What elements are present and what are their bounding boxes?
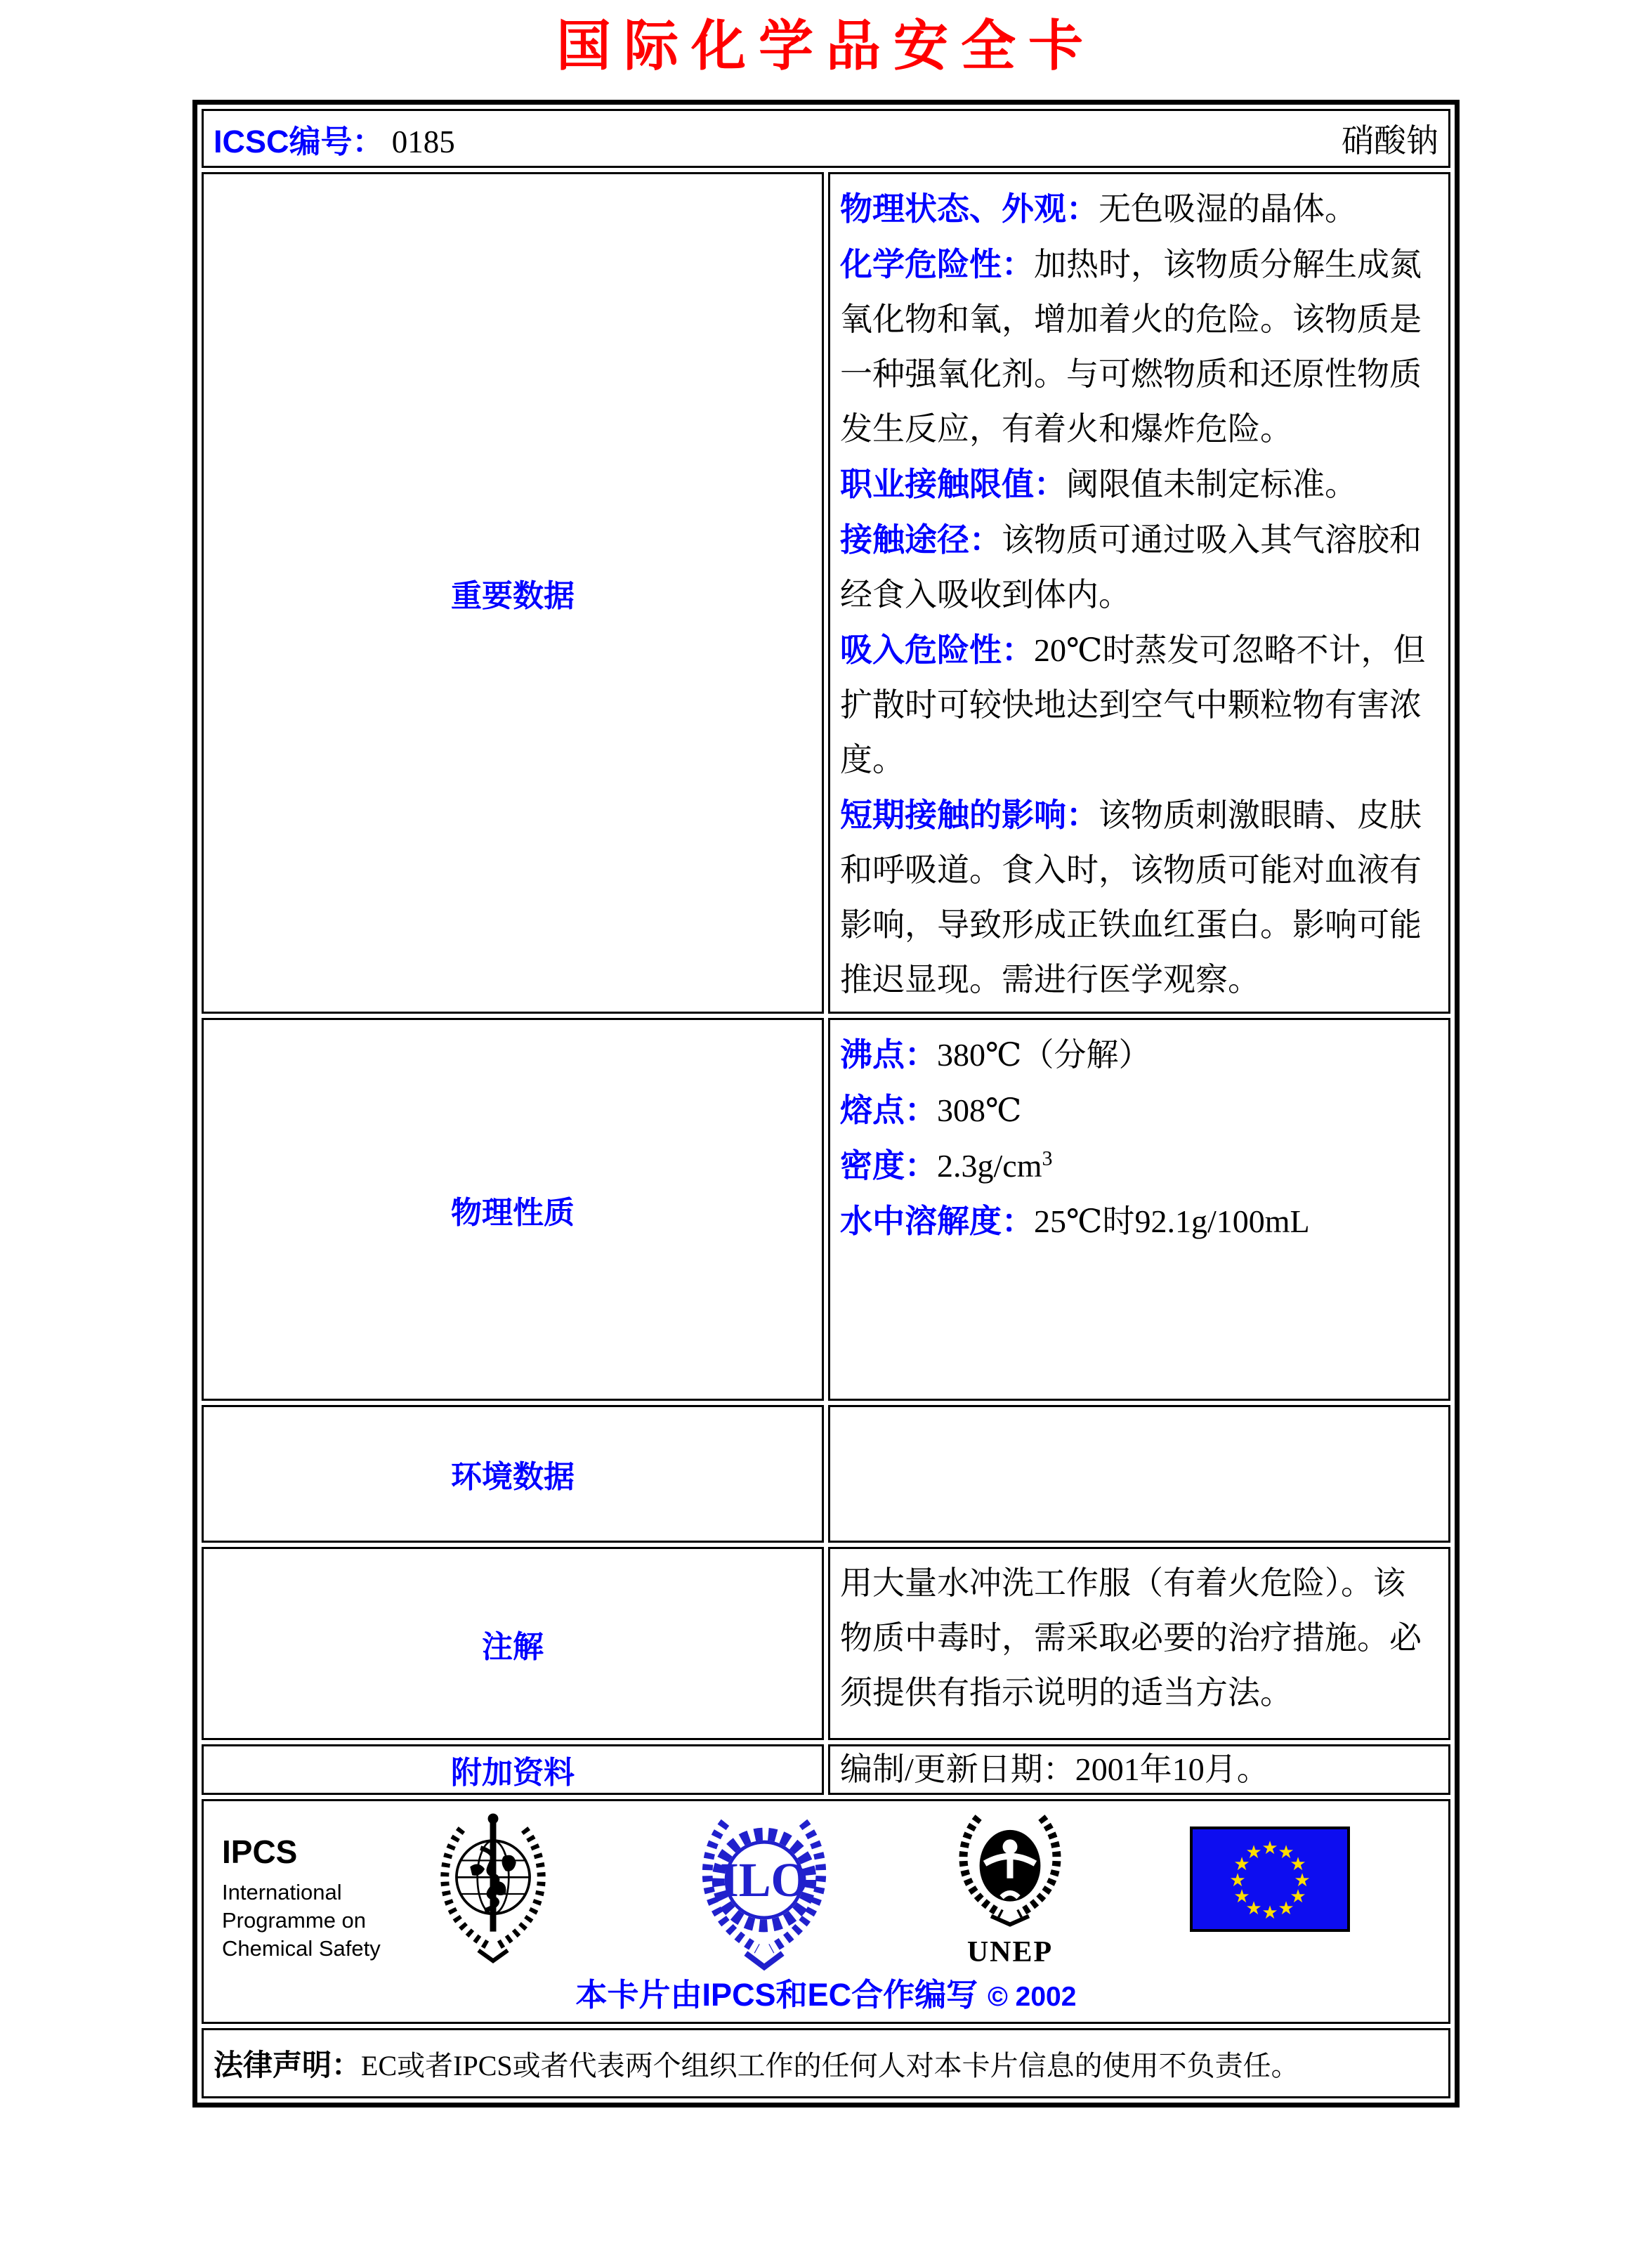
- field-label: 密度：: [840, 1147, 937, 1184]
- field-text: 该物质刺激眼睛、皮肤和呼吸道。食入时，该物质可能对血液有影响，导致形成正铁血红蛋白。影响可能推迟显现。需进行医学观察。: [840, 797, 1422, 998]
- ipcs-line-3: Chemical Safety: [222, 1936, 381, 1961]
- field-label: 物理状态、外观：: [840, 190, 1099, 227]
- field-text: 无色吸湿的晶体。: [1099, 191, 1357, 227]
- eu-flag-icon: [1190, 1826, 1350, 1932]
- icsc-card-table: [192, 100, 1460, 2108]
- chemical-name: 硝酸钠: [1342, 123, 1438, 159]
- field-exposure-routes: [840, 512, 1437, 622]
- field-label: 职业接触限值：: [840, 466, 1066, 502]
- field-boiling-point: [840, 1027, 1437, 1083]
- field-water-solubility: [840, 1194, 1437, 1249]
- caption-copyright: © 2002: [988, 1982, 1077, 2012]
- field-occupational-limit: [840, 457, 1437, 512]
- logos-row: [202, 1799, 1450, 2024]
- field-label: 水中溶解度：: [840, 1203, 1034, 1239]
- field-label: 熔点：: [840, 1092, 937, 1128]
- icsc-number-label: ICSC编号：: [214, 123, 384, 159]
- section-label-important-data: 重要数据: [202, 172, 824, 1014]
- icsc-page: [0, 15, 1652, 2248]
- unep-logo-icon: [947, 1811, 1073, 1932]
- section-label-additional-info: 附加资料: [202, 1744, 824, 1795]
- section-label-physical-properties: 物理性质: [202, 1018, 824, 1401]
- field-label: 短期接触的影响：: [840, 797, 1099, 833]
- legal-text: EC或者IPCS或者代表两个组织工作的任何人对本卡片信息的使用不负责任。: [361, 2050, 1299, 2082]
- section-label-notes: 注解: [202, 1547, 824, 1740]
- svg-text:★: ★: [1233, 1854, 1250, 1874]
- svg-text:★: ★: [1261, 1902, 1278, 1923]
- legal-label: 法律声明：: [214, 2048, 362, 2082]
- icsc-number-group: [214, 116, 455, 162]
- field-text: 阈限值未制定标准。: [1066, 466, 1357, 502]
- section-content-important-data: [828, 172, 1450, 1014]
- field-notes-text: 用大量水冲洗工作服（有着火危险）。该物质中毒时，需采取必要的治疗措施。必须提供有指示说明的适当方法。: [840, 1565, 1422, 1711]
- svg-text:ILO: ILO: [720, 1852, 808, 1907]
- field-text: 加热时，该物质分解生成氮氧化物和氧，增加着火的危险。该物质是一种强氧化剂。与可燃物质和还原性物质发生反应，有着火和爆炸危险。: [840, 247, 1422, 447]
- section-content-physical-properties: [828, 1018, 1450, 1401]
- ipcs-line-2: Programme on: [222, 1908, 367, 1933]
- svg-text:★: ★: [1278, 1898, 1294, 1919]
- field-label: 沸点：: [840, 1036, 937, 1073]
- field-text: 2.3g/cm: [937, 1148, 1042, 1184]
- caption-text: 本卡片由IPCS和EC合作编写: [575, 1977, 978, 2013]
- svg-text:★: ★: [1290, 1854, 1306, 1874]
- ipcs-acronym: IPCS: [222, 1834, 298, 1870]
- legal-row: [202, 2028, 1450, 2098]
- section-content-environmental-data: [828, 1405, 1450, 1543]
- ilo-logo-icon: [695, 1811, 833, 1974]
- svg-text:★: ★: [1245, 1842, 1262, 1862]
- unep-logo-block: [947, 1811, 1073, 1969]
- unep-word: UNEP: [966, 1936, 1054, 1968]
- page-title: 国际化学品安全卡: [556, 15, 1096, 77]
- ipcs-line-1: International: [222, 1880, 342, 1904]
- field-text: 380℃（分解）: [937, 1037, 1151, 1073]
- field-label: 化学危险性：: [840, 246, 1034, 282]
- card-header-row: [202, 109, 1450, 168]
- field-density: [840, 1138, 1437, 1194]
- field-label: 吸入危险性：: [840, 632, 1034, 668]
- field-text-superscript: 3: [1042, 1146, 1053, 1170]
- section-content-additional-info: 编制/更新日期：2001年10月。: [828, 1744, 1450, 1795]
- field-melting-point: [840, 1083, 1437, 1138]
- svg-text:★: ★: [1278, 1842, 1294, 1862]
- field-text: 该物质可通过吸入其气溶胶和经食入吸收到体内。: [840, 522, 1422, 613]
- field-text: 25℃时92.1g/100mL: [1034, 1203, 1310, 1239]
- field-text: 308℃: [937, 1092, 1022, 1128]
- field-inhalation-risk: [840, 622, 1437, 788]
- ipcs-wordmark: [222, 1834, 381, 1963]
- svg-text:★: ★: [1229, 1870, 1246, 1890]
- card-caption: [204, 1969, 1448, 2015]
- svg-text:★: ★: [1233, 1886, 1250, 1907]
- who-logo-icon: [430, 1812, 556, 1980]
- field-short-term-effects: [840, 788, 1437, 1007]
- field-text: 20℃时蒸发可忽略不计，但扩散时可较快地达到空气中颗粒物有害浓度。: [840, 632, 1426, 778]
- field-physical-state: [840, 181, 1437, 237]
- section-content-notes: [828, 1547, 1450, 1740]
- svg-text:★: ★: [1294, 1870, 1311, 1890]
- field-chemical-danger: [840, 237, 1437, 457]
- section-label-environmental-data: 环境数据: [202, 1405, 824, 1543]
- svg-text:★: ★: [1290, 1886, 1306, 1907]
- svg-text:★: ★: [1261, 1838, 1278, 1858]
- icsc-number-value: 0185: [391, 124, 455, 159]
- svg-text:★: ★: [1245, 1898, 1262, 1919]
- field-label: 接触途径：: [840, 521, 1002, 558]
